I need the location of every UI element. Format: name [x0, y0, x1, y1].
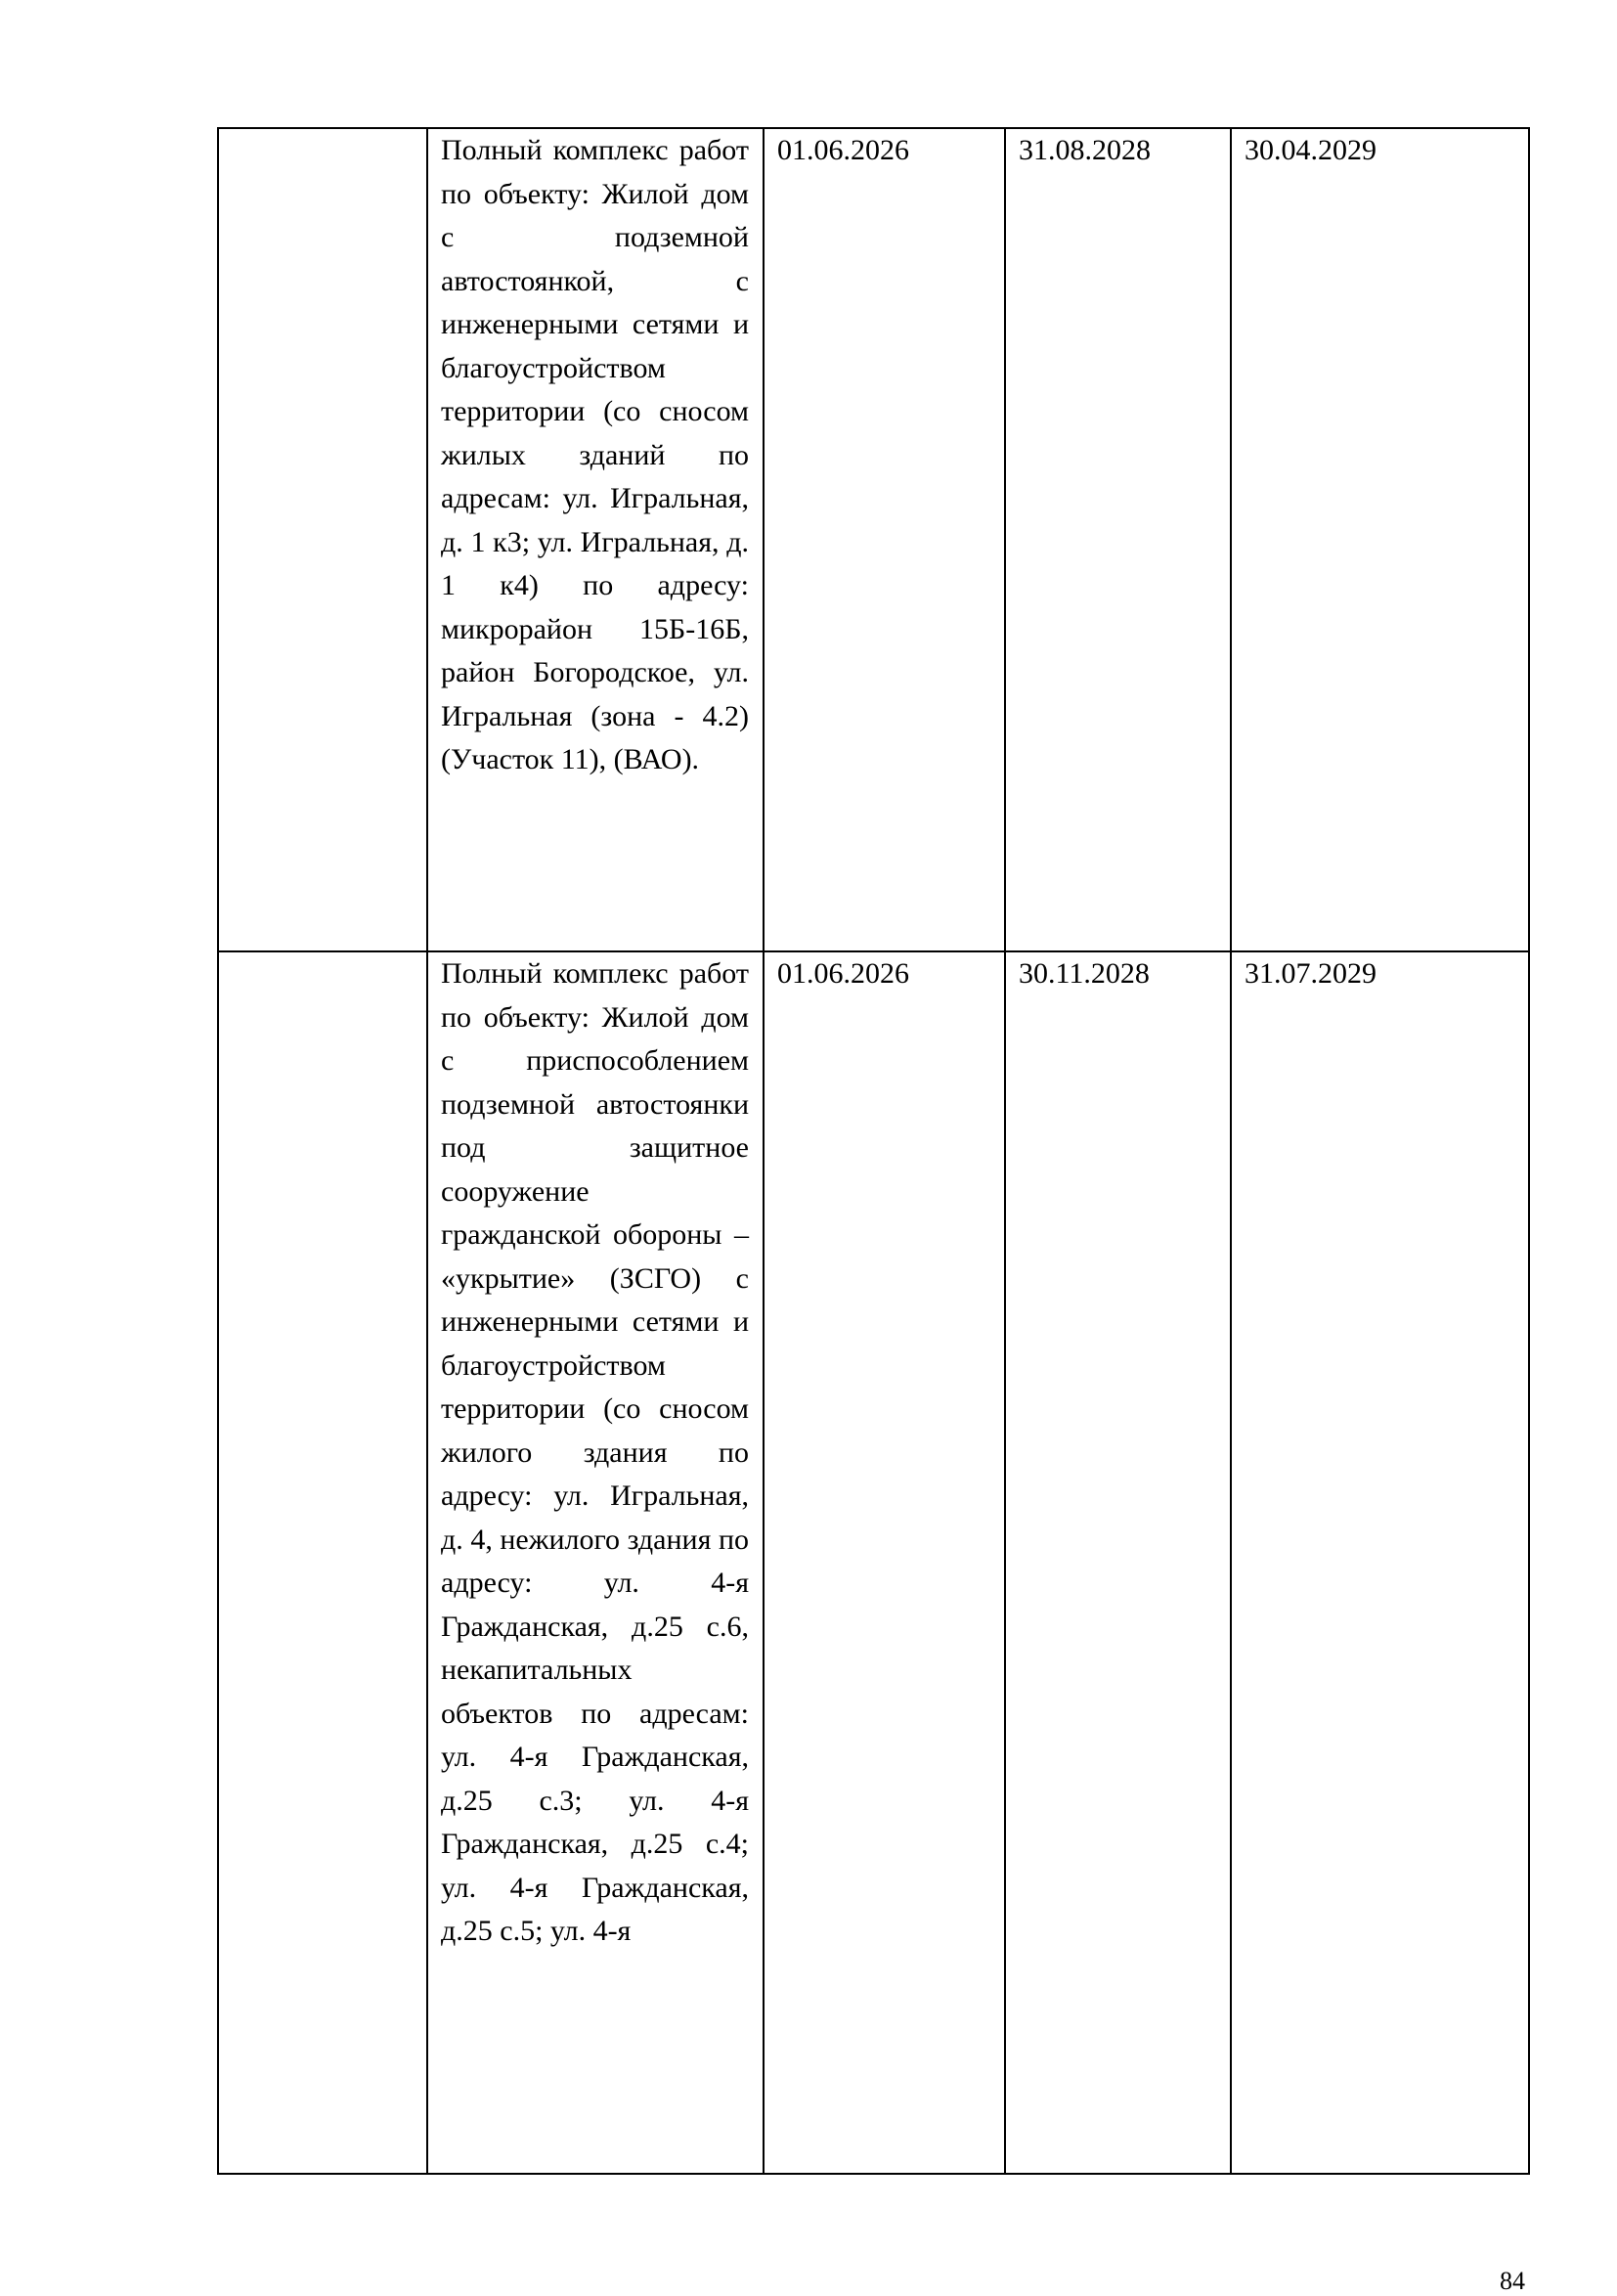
- schedule-table: [217, 127, 1530, 2175]
- table-cell-description: [427, 128, 764, 951]
- start-date: 01.06.2026: [777, 957, 909, 990]
- table-cell-final-date: [1231, 951, 1529, 2174]
- table-cell-description: [427, 951, 764, 2174]
- table-cell-completion-date: [1005, 951, 1231, 2174]
- table-cell-empty: [218, 128, 427, 951]
- final-date: 30.04.2029: [1245, 134, 1377, 166]
- table-cell-empty: [218, 951, 427, 2174]
- table-cell-final-date: [1231, 128, 1529, 951]
- start-date: 01.06.2026: [777, 134, 909, 166]
- object-description: Полный комплекс работ по объекту: Жилой дом с приспособлением подземной автостоянки под защитное сооружение гражданской обороны – «укрытие» (ЗСГО) с инженерными сетями и благоустройством территории (со сносом жилого здания по адресу: ул. Игральная, д. 4, нежилого здания по адресу: ул. 4-я Гражданская, д.25 с.6, некапитальных объектов по адресам: ул. 4-я Гражданская, д.25 с.3; ул. 4-я Гражданская, д.25 с.4; ул. 4-я Гражданская, д.25 с.5; ул. 4-я: [441, 957, 749, 1947]
- table-row: [218, 128, 1529, 951]
- table-cell-completion-date: [1005, 128, 1231, 951]
- completion-date: 30.11.2028: [1019, 957, 1150, 990]
- table-row: [218, 951, 1529, 2174]
- object-description: Полный комплекс работ по объекту: Жилой дом с подземной автостоянкой, с инженерными сетями и благоустройством территории (со сносом жилых зданий по адресам: ул. Игральная, д. 1 к3; ул. Игральная, д. 1 к4) по адресу: микрорайон 15Б-16Б, район Богородское, ул. Игральная (зона - 4.2)(Участок 11), (ВАО).: [441, 134, 749, 775]
- page-number: 84: [1500, 2267, 1525, 2295]
- completion-date: 31.08.2028: [1019, 134, 1151, 166]
- table-cell-start-date: [764, 128, 1005, 951]
- final-date: 31.07.2029: [1245, 957, 1377, 990]
- table-cell-start-date: [764, 951, 1005, 2174]
